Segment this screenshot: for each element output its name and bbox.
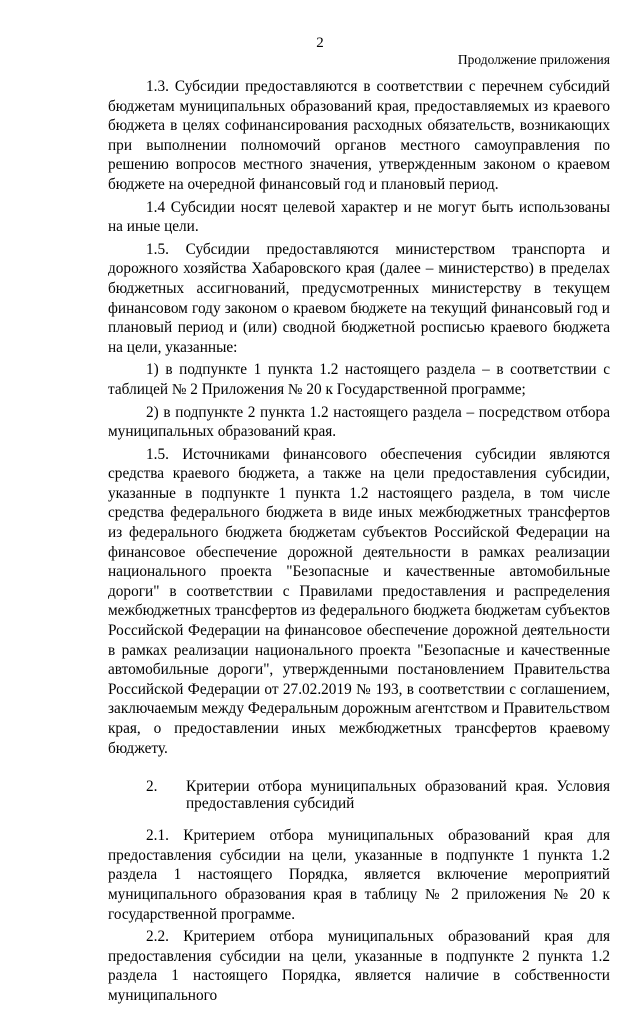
continuation-note: Продолжение приложения (457, 52, 610, 67)
paragraph-1-3: 1.3. Субсидии предоставляются в соответствии с перечнем субсидий бюджетам муниципальных образований края, предоставляемых из краевого бюджета в целях софинансирования расходных обязательств, возникающих при выполнении полномочий органов местного самоуправления по решению вопросов местного значения, утвержденным законом о краевом бюджете на очередной финансовый год и плановый период. (108, 78, 610, 193)
list-item-2: 2) в подпункте 2 пункта 1.2 настоящего раздела – посредством отбора муниципальных образований края. (108, 403, 610, 441)
section-number: 2. (146, 778, 158, 796)
paragraph-1-4: 1.4 Субсидии носят целевой характер и не могут быть использованы на иные цели. (108, 198, 610, 236)
paragraph-2-2: 2.2. Критерием отбора муниципальных образований края для предоставления субсидии на цели, указанные в подпункте 2 пункта 1.2 раздела 1 настоящего Порядка, является наличие в собственности муниципального (108, 928, 610, 1004)
paragraph-1-5: 1.5. Субсидии предоставляются министерством транспорта и дорожного хозяйства Хабаровского края (далее – министерство) в пределах бюджетных ассигнований, предусмотренных министерству в текущем финансовом году законом о краевом бюджете на текущий финансовый год и плановый период и (или) сводной бюджетной росписью краевого бюджета на цели, указанные: (108, 240, 610, 356)
list-item-1: 1) в подпункте 1 пункта 1.2 настоящего раздела – в соответствии с таблицей № 2 Приложения № 20 к Государственной программе; (108, 361, 610, 398)
document-body (108, 77, 610, 1009)
section-title: Критерии отбора муниципальных образований края. Условия предоставления субсидий (186, 778, 610, 813)
section-heading (108, 778, 610, 812)
page-number: 2 (316, 35, 324, 51)
paragraph-1-5-sources: 1.5. Источниками финансового обеспечения субсидии являются средства краевого бюджета, а также на цели предоставления субсидии, указанные в подпункте 1 пункта 1.2 настоящего раздела, в том числе средства федерального бюджета в виде иных межбюджетных трансфертов из федерального бюджета бюджетам субъектов Российской Федерации на финансовое обеспечение дорожной деятельности в рамках реализации национального проекта "Безопасные и качественные автомобильные дороги" в соответствии с Правилами предоставления и распределения межбюджетных трансфертов из федерального бюджета бюджетам субъектов Российской Федерации на финансовое обеспечение дорожной деятельности в рамках реализации национального проекта "Безопасные и качественные автомобильные дороги", утвержденными постановлением Правительства Российской Федерации от 27.02.2019 № 193, в соответствии с соглашением, заключаемым между Федеральным дорожным агентством и Правительством края, о предоставлении иных межбюджетных трансфертов краевому бюджету. (108, 445, 610, 757)
paragraph-2-1: 2.1. Критерием отбора муниципальных образований края для предоставления субсидии на цели, указанные в подпункте 1 пункта 1.2 раздела 1 настоящего Порядка, является включение мероприятий муниципального образования края в таблицу № 2 приложения № 20 к государственной программе. (108, 827, 610, 923)
